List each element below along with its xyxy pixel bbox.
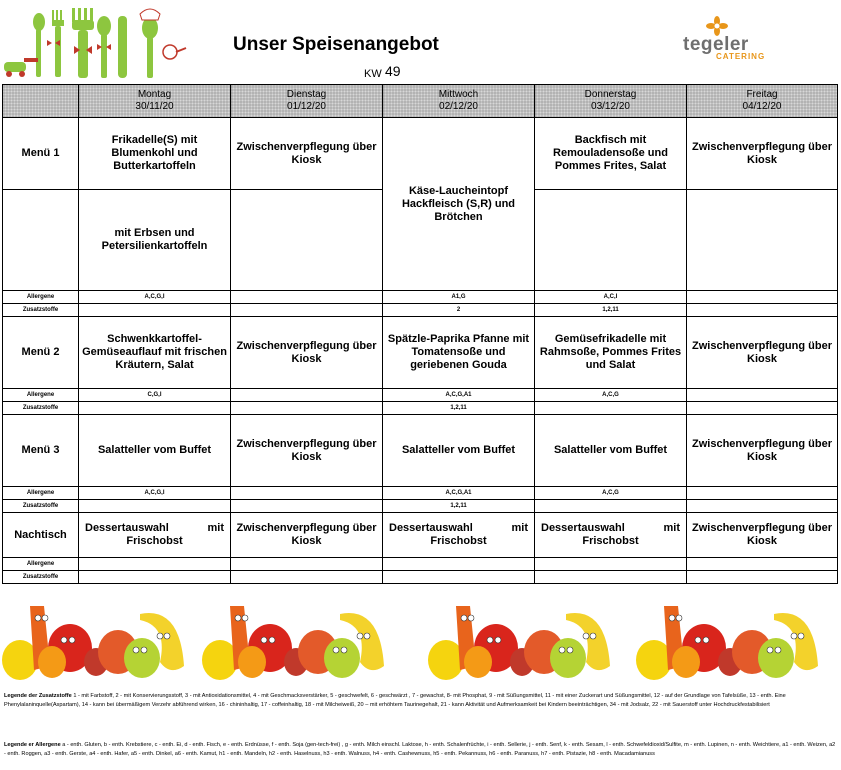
nachtisch-allergene-label: Allergene [3, 558, 79, 571]
menu2-monday: Schwenkkartoffel-Gemüseauflauf mit frischen Kräutern, Salat [79, 317, 231, 389]
menu1-allergene-label: Allergene [3, 291, 79, 304]
legend-allergens-title: Legende er Allergene [4, 742, 61, 748]
menu3-zusatzstoffe-wednesday: 1,2,11 [383, 500, 535, 513]
day-header-tuesday: Dienstag 01/12/20 [231, 85, 383, 118]
menu2-friday: Zwischenverpflegung über Kiosk [687, 317, 838, 389]
menu1-wednesday: Käse-Laucheintopf Hackfleisch (S,R) und Brötchen [383, 118, 535, 291]
menu-table [2, 84, 838, 584]
fruit-illustration [200, 596, 410, 682]
nachtisch-thursday: Dessertauswahl mit Frischobst [535, 513, 687, 558]
menu1-allergene-wednesday: A1,G [383, 291, 535, 304]
nachtisch-friday: Zwischenverpflegung über Kiosk [687, 513, 838, 558]
menu3-monday: Salatteller vom Buffet [79, 415, 231, 487]
page-title: Unser Speisenangebot [233, 34, 439, 55]
fruit-illustration [0, 596, 210, 682]
legend-allergens [4, 741, 836, 759]
day-header-thursday: Donnerstag 03/12/20 [535, 85, 687, 118]
menu2-zusatzstoffe-wednesday: 1,2,11 [383, 402, 535, 415]
menu1-zusatzstoffe-label: Zusatzstoffe [3, 304, 79, 317]
day-header-monday: Montag 30/11/20 [79, 85, 231, 118]
day-header-friday: Freitag 04/12/20 [687, 85, 838, 118]
menu3-allergene-monday: A,C,G,I [79, 487, 231, 500]
week-number: 49 [385, 63, 401, 79]
nachtisch-label: Nachtisch [3, 513, 79, 558]
menu2-label: Menü 2 [3, 317, 79, 389]
menu3-allergene-wednesday: A,C,G,A1 [383, 487, 535, 500]
menu1-tuesday: Zwischenverpflegung über Kiosk [231, 118, 383, 190]
menu1-allergene-thursday: A,C,I [535, 291, 687, 304]
brand-name: tegeler [683, 34, 749, 55]
day-header-wednesday: Mittwoch 02/12/20 [383, 85, 535, 118]
legend-additives [4, 692, 836, 710]
cutlery-kids-logo [0, 2, 190, 82]
menu1-zusatzstoffe-thursday: 1,2,11 [535, 304, 687, 317]
menu3-thursday: Salatteller vom Buffet [535, 415, 687, 487]
menu2-zusatzstoffe-label: Zusatzstoffe [3, 402, 79, 415]
menu3-wednesday: Salatteller vom Buffet [383, 415, 535, 487]
legend-additives-text: 1 - mit Farbstoff, 2 - mit Konservierungsstoff, 3 - mit Antioxidationsmittel, 4 - mit Geschmacksverstärker, 5 - geschwefelt, 6 - geschwärzt , 7 - gewachst, 8- mit Phosphat, 9 - mit Süßungsmittel, 11 - mit einer Zuckerart und Süßungsmittel, 12 - auf der Grundlage von Tafelsüße, 13 - enth. Eine Phenylalaninquelle(Aspartam), 14 - kann bei übermäßigem Verzehr abführend wirken, 16 - chininhaltig, 17 - coffeinhaltig, 18 - mit Milcheiweiß, 20 – mit erhöhtem Taurinegehalt, 21 - kann Aktivität und Aufmerksamkeit bei Kindern beeinträchtigen, 34 - mit Jodsalz, 22 - mit Sauerstoff unter Hochdruckfestabilisiert [4, 693, 786, 708]
fruit-illustration [634, 596, 841, 682]
legend-allergens-text: a - enth. Gluten, b - enth. Krebstiere, c - enth. Ei, d - enth. Fisch, e - enth. Erdnüsse, f - enth. Soja (gen-tech-frei) , g - enth. Milch einschl. Laktose, h - enth. Schalenfrüchte, i - enth. Sellerie, j - enth. Senf, k - enth. Sesam, l - enth. Schwefeldioxid/Sulfite, m - enth. Lupinen, n - enth. Weichtiere, a1 - enth. Weizen, a2 - enth. Roggen, a3 - enth. Gerste, a4 - enth. Hafer, a5 - enth. Dinkel, a6 - enth. Kamut, h1 - enth. Mandeln, h2 - enth. Haselnuss, h3 - enth. Walnuss, h4 - enth. Cashewnuss, h5 - enth. Pekannuss, h6 - enth. Paranuss, h7 - enth. Pistazie, h8 - enth. Macadamianuss [4, 742, 836, 757]
menu3-label: Menü 3 [3, 415, 79, 487]
menu3-friday: Zwischenverpflegung über Kiosk [687, 415, 838, 487]
menu2-tuesday: Zwischenverpflegung über Kiosk [231, 317, 383, 389]
menu2-allergene-label: Allergene [3, 389, 79, 402]
menu1-monday: Frikadelle(S) mit Blumenkohl und Butterkartoffeln [79, 118, 231, 190]
menu2-thursday: Gemüsefrikadelle mit Rahmsoße, Pommes Frites und Salat [535, 317, 687, 389]
menu1-monday-alt: mit Erbsen und Petersilienkartoffeln [79, 190, 231, 291]
menu1-label: Menü 1 [3, 118, 79, 190]
header-blank [3, 85, 79, 118]
menu2-wednesday: Spätzle-Paprika Pfanne mit Tomatensoße und geriebenen Gouda [383, 317, 535, 389]
nachtisch-zusatzstoffe-label: Zusatzstoffe [3, 571, 79, 584]
nachtisch-tuesday: Zwischenverpflegung über Kiosk [231, 513, 383, 558]
menu2-allergene-thursday: A,C,G [535, 389, 687, 402]
day-header-row [3, 85, 838, 118]
menu1-friday: Zwischenverpflegung über Kiosk [687, 118, 838, 190]
menu3-tuesday: Zwischenverpflegung über Kiosk [231, 415, 383, 487]
menu1-zusatzstoffe-wednesday: 2 [383, 304, 535, 317]
legend-additives-title: Legende der Zusatzstoffe [4, 693, 72, 699]
menu3-allergene-label: Allergene [3, 487, 79, 500]
menu2-allergene-monday: C,G,I [79, 389, 231, 402]
week-label: KW [364, 68, 382, 80]
nachtisch-monday: Dessertauswahl mit Frischobst [79, 513, 231, 558]
menu3-zusatzstoffe-label: Zusatzstoffe [3, 500, 79, 513]
fruit-illustration [426, 596, 636, 682]
menu3-allergene-thursday: A,C,G [535, 487, 687, 500]
menu1-thursday: Backfisch mit Remouladensoße und Pommes Frites, Salat [535, 118, 687, 190]
flower-icon [706, 16, 728, 36]
nachtisch-wednesday: Dessertauswahl mit Frischobst [383, 513, 535, 558]
menu2-allergene-wednesday: A,C,G,A1 [383, 389, 535, 402]
brand-subtitle: CATERING [716, 52, 766, 61]
menu1-allergene-monday: A,C,G,I [79, 291, 231, 304]
